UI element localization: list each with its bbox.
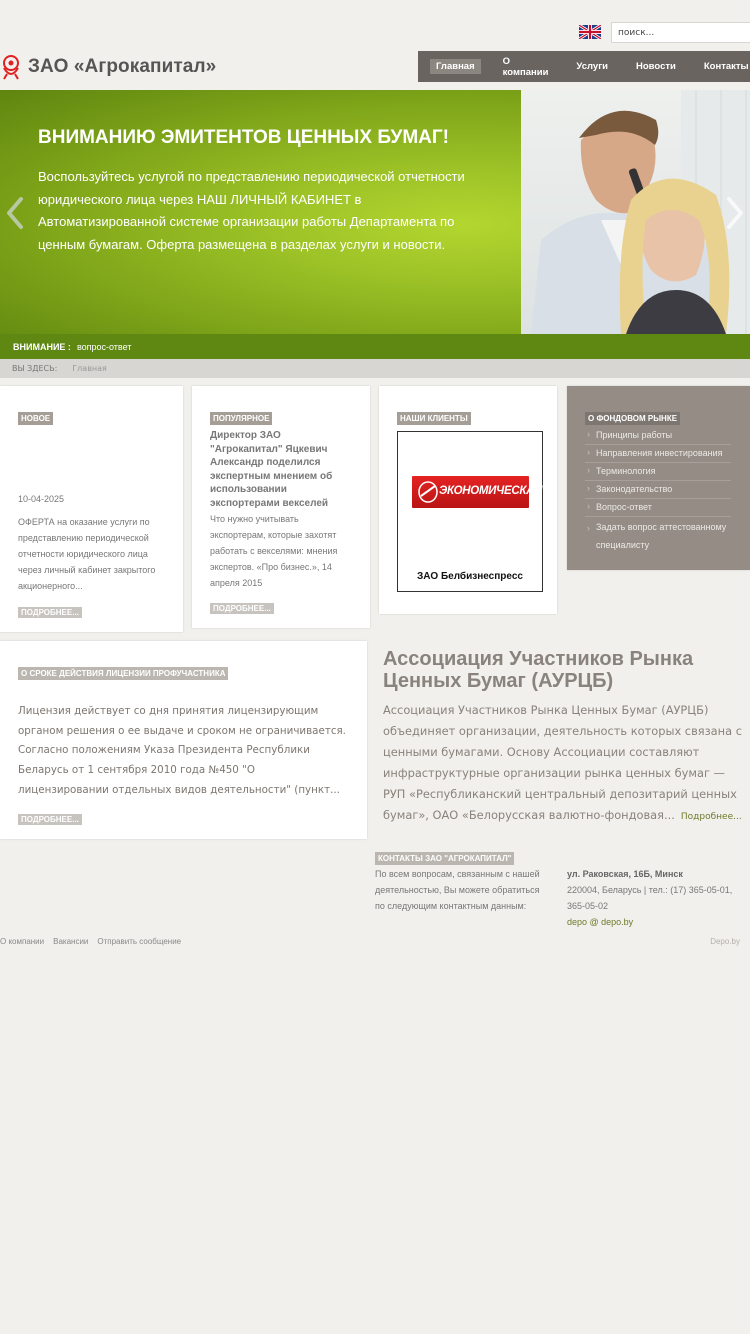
search-input[interactable]: поиск... xyxy=(611,22,750,43)
english-flag-icon[interactable] xyxy=(579,25,601,39)
news-date: 10-04-2025 xyxy=(18,494,65,504)
breadcrumb-label: ВЫ ЗДЕСЬ: xyxy=(12,364,58,373)
popular-tag: ПОПУЛЯРНОЕ xyxy=(210,412,272,425)
announcement-link[interactable]: вопрос-ответ xyxy=(76,341,132,352)
footer-link-about[interactable]: О компании xyxy=(0,937,45,946)
aurcb-text xyxy=(383,700,750,828)
stock-market-tag: О ФОНДОВОМ РЫНКЕ xyxy=(585,412,680,425)
contacts-address: ул. Раковская, 16Б, Минск xyxy=(567,869,683,879)
clients-card xyxy=(379,386,557,614)
license-text: Лицензия действует со дня принятия лицензирующим органом решения о ее выдаче и сроком не ограничивается. Согласно положениям Указа Президента Республики Беларусь от 1 сентября 2010 года №450 "О лицензировании отдельных видов деятельности" (пункт... xyxy=(18,705,346,796)
announcement-bar xyxy=(0,334,750,359)
footer-link-send-message[interactable]: Отправить сообщение xyxy=(97,937,182,946)
nav-item-services[interactable]: Услуги xyxy=(576,61,609,72)
banner-photo xyxy=(521,90,750,334)
client-logo xyxy=(412,476,543,508)
menu-item-ask-question[interactable]: › Задать вопрос аттестованному специалисту xyxy=(585,517,731,557)
menu-item-faq[interactable]: › Вопрос-ответ xyxy=(585,499,731,517)
client-name: ЗАО Белбизнеспресс xyxy=(417,571,523,582)
logo-text: ЗАО «Агрокапитал» xyxy=(28,56,217,77)
slider-prev-arrow-icon[interactable] xyxy=(5,196,25,230)
popular-card xyxy=(192,386,370,628)
main-nav xyxy=(418,51,750,82)
news-card xyxy=(0,386,183,632)
logo-icon xyxy=(0,54,22,80)
contacts-phone: 220004, Беларусь | тел.: (17) 365-05-01, 365-05-02 xyxy=(567,885,733,911)
news-text: ОФЕРТА на оказание услуги по представлению периодической отчетности юридического лица через личный кабинет закрытого акционерного... xyxy=(18,517,156,591)
footer xyxy=(0,937,750,946)
breadcrumb-current[interactable]: Главная xyxy=(72,364,107,373)
logo[interactable] xyxy=(0,52,216,82)
license-more-button[interactable]: ПОДРОБНЕЕ... xyxy=(18,814,82,825)
slider-next-arrow-icon[interactable] xyxy=(725,196,745,230)
footer-site-link[interactable]: Depo.by xyxy=(710,937,740,946)
aurcb-body: Ассоциация Участников Рынка Ценных Бумаг (АУРЦБ) объединяет организации, деятельность которых связана с ценными бумагами. Основу Ассоциации составляют инфраструктурные организации рынка ценных бумаг — РУП «Республиканский центральный депозитарий ценных бумаг», ОАО «Белорусская валютно-фондовая... xyxy=(383,703,742,822)
contacts-details xyxy=(567,866,750,930)
breadcrumb xyxy=(0,359,750,378)
contacts-intro: По всем вопросам, связанным с нашей деятельностью, Вы можете обратиться по следующим контактным данным: xyxy=(375,869,540,911)
hero-banner xyxy=(0,90,750,334)
footer-link-vacancies[interactable]: Вакансии xyxy=(53,937,89,946)
license-tag: О СРОКЕ ДЕЙСТВИЯ ЛИЦЕНЗИИ ПРОФУЧАСТНИКА xyxy=(18,667,228,680)
popular-more-button[interactable]: ПОДРОБНЕЕ... xyxy=(210,603,274,614)
stock-market-menu xyxy=(585,427,731,557)
license-card xyxy=(0,641,367,839)
nav-item-about[interactable]: О компании xyxy=(502,55,549,78)
contacts-email[interactable]: depo @ depo.by xyxy=(567,917,634,927)
news-more-button[interactable]: ПОДРОБНЕЕ... xyxy=(18,607,82,618)
nav-item-home[interactable]: Главная xyxy=(430,59,481,74)
client-logo-icon xyxy=(417,480,439,504)
business-people-image xyxy=(521,90,750,334)
contacts-tag: КОНТАКТЫ ЗАО "АГРОКАПИТАЛ" xyxy=(375,852,514,865)
stock-market-card xyxy=(567,386,750,570)
client-slide[interactable] xyxy=(397,431,543,592)
clients-tag: НАШИ КЛИЕНТЫ xyxy=(397,412,471,425)
popular-text: Что нужно учитывать экспортерам, которые захотят работать с векселями: мнения экспертов. «Про бизнес.», 14 апреля 2015 xyxy=(210,514,338,588)
news-tag: НОВОЕ xyxy=(18,412,53,425)
popular-title[interactable]: Директор ЗАО "Агрокапитал" Яцкевич Александр поделился экспертным мнением об использовании экспортерами векселей xyxy=(210,430,333,509)
banner-text: Воспользуйтесь услугой по представлению периодической отчетности юридического лица через НАШ ЛИЧНЫЙ КАБИНЕТ в Автоматизированной системе организации работы Департамента по ценным бумагам. Оферта размещена в разделах услуги и новости. xyxy=(38,169,465,252)
aurcb-more-link[interactable]: Подробнее... xyxy=(680,812,742,822)
menu-item-investment[interactable]: › Направления инвестирования xyxy=(585,445,731,463)
menu-item-principles[interactable]: › Принципы работы xyxy=(585,427,731,445)
menu-item-terminology[interactable]: › Терминология xyxy=(585,463,731,481)
aurcb-title[interactable]: Ассоциация Участников Рынка Ценных Бумаг (АУРЦБ) xyxy=(383,648,694,692)
nav-item-news[interactable]: Новости xyxy=(636,61,676,72)
banner-title: ВНИМАНИЮ ЭМИТЕНТОВ ЦЕННЫХ БУМАГ! xyxy=(38,127,450,148)
menu-item-legislation[interactable]: › Законодательство xyxy=(585,481,731,499)
client-logo-text: ЭКОНОМИЧЕСКАЯ xyxy=(439,485,543,497)
announcement-label: ВНИМАНИЕ : xyxy=(13,341,71,352)
nav-item-contacts[interactable]: Контакты xyxy=(703,61,749,72)
